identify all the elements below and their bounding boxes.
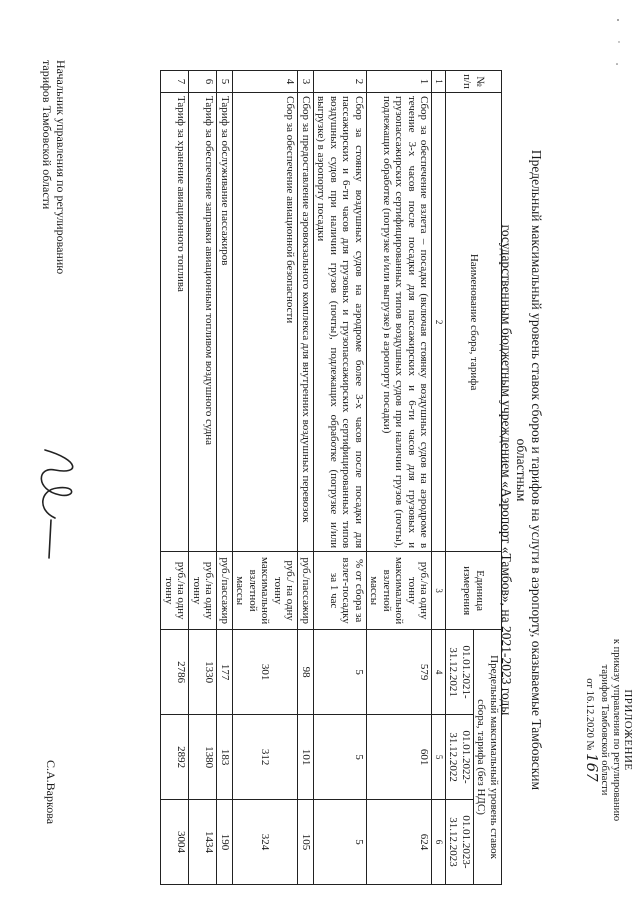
row-value-2023: 3004: [161, 800, 189, 885]
header-period-2021: 01.01.2021- 31.12.2021: [446, 630, 474, 715]
scan-marks: [614, 12, 622, 82]
row-value-2022: 5: [314, 715, 367, 800]
row-name: Тариф за обслуживание пассажиров: [217, 92, 233, 551]
row-value-2021: 579: [367, 630, 433, 715]
row-value-2021: 98: [298, 630, 314, 715]
index-row-5: 5: [432, 715, 446, 800]
row-value-2022: 601: [367, 715, 433, 800]
index-row-1: 1: [432, 71, 446, 93]
heading-line-2: государственным бюджетным учреждением «Аэропорт «Тамбов», на 2021-2023 годы: [499, 224, 514, 716]
row-value-2023: 1434: [189, 800, 217, 885]
row-value-2023: 105: [298, 800, 314, 885]
position-line-2: тарифов Тамбовской области: [40, 60, 54, 210]
row-unit: руб./пассажир: [217, 552, 233, 630]
row-number: 1: [367, 71, 433, 93]
position-line-1: Начальник управления по регулированию: [54, 60, 68, 275]
table-row: [161, 71, 189, 885]
row-value-2021: 1330: [189, 630, 217, 715]
row-value-2021: 5: [314, 630, 367, 715]
appendix-line-2: тарифов Тамбовской области: [599, 664, 610, 796]
signer-name: С.А.Варкова: [44, 760, 58, 825]
table-row: [189, 71, 217, 885]
row-unit: % от сбора за взлет-посадку за 1 час: [314, 552, 367, 630]
row-unit: руб./ на одну тонну максимальной взлетной массы: [233, 552, 299, 630]
header-period-2023: 01.01.2023- 31.12.2023: [446, 800, 474, 885]
row-value-2023: 624: [367, 800, 433, 885]
row-value-2022: 1380: [189, 715, 217, 800]
index-row-2: 2: [432, 92, 446, 551]
header-unit: Единица измерения: [446, 552, 502, 630]
appendix-date-line: [583, 600, 601, 860]
header-level: Предельный максимальный уровень ставок сбора, тарифа (без НДС): [474, 630, 502, 885]
row-name: Сбор за обеспечение авиационной безопасности: [233, 92, 299, 551]
row-value-2021: 301: [233, 630, 299, 715]
document-heading: [499, 120, 544, 820]
table-row: [233, 71, 299, 885]
row-unit: руб./пассажир: [298, 552, 314, 630]
index-row-6: 6: [432, 800, 446, 885]
header-name: Наименование сбора, тарифа: [446, 92, 502, 551]
header-number: № п/п: [446, 71, 502, 93]
row-value-2023: 324: [233, 800, 299, 885]
row-number: 3: [298, 71, 314, 93]
table-row: [298, 71, 314, 885]
row-number: 4: [233, 71, 299, 93]
row-value-2022: 101: [298, 715, 314, 800]
row-unit: руб./на одну тонну максимальной взлетной массы: [367, 552, 433, 630]
header-period-2022: 01.01.2022- 31.12.2022: [446, 715, 474, 800]
row-value-2022: 183: [217, 715, 233, 800]
row-name: Тариф за обеспечение заправки авиационным топливом воздушного судна: [189, 92, 217, 551]
signatory-position: [40, 60, 68, 274]
row-value-2021: 177: [217, 630, 233, 715]
row-name: Тариф за хранение авиационного топлива: [161, 92, 189, 551]
table-row: [217, 71, 233, 885]
row-value-2023: 190: [217, 800, 233, 885]
row-unit: руб./на одну тонну: [189, 552, 217, 630]
handwritten-signature: [25, 440, 85, 570]
row-number: 2: [314, 71, 367, 93]
row-name: Сбор за обеспечение взлета – посадки (включая стоянку воздушных судов на аэродроме в течение 3-х часов после посадки для пассажирских и 6-ти часов для грузовых и грузопассажирских сертифицированных типов воздушных судов при наличии грузов (почты), подлежащих обработке (погрузке и/или выгрузке) в аэропорту посадки): [367, 92, 433, 551]
row-number: 7: [161, 71, 189, 93]
appendix-date: от 16.12.2020 №: [584, 678, 595, 751]
row-value-2021: 2786: [161, 630, 189, 715]
table-row: [367, 71, 433, 885]
appendix-line-1: к приказу управления по регулированию: [611, 638, 622, 822]
heading-line-1: Предельный максимальный уровень ставок сборов и тарифов на услуги в аэропорту, оказываемые Тамбовским областным: [514, 149, 544, 791]
tariff-table: [161, 70, 503, 885]
row-name: Сбор за стоянку воздушных судов на аэродроме более 3-х часов после посадки для пассажирских и 6-ти часов для грузовых и грузопассажирских сертифицированных типов воздушных судов при наличии грузов (почты), подлежащих обработке (погрузке и/или выгрузке) в аэропорту посадки: [314, 92, 367, 551]
appendix-number: 167: [583, 753, 601, 782]
row-unit: руб./на одну тонну: [161, 552, 189, 630]
row-value-2023: 5: [314, 800, 367, 885]
index-row-4: 4: [432, 630, 446, 715]
row-value-2022: 2892: [161, 715, 189, 800]
table-row: [314, 71, 367, 885]
index-row-3: 3: [432, 552, 446, 630]
appendix-title: ПРИЛОЖЕНИЕ: [622, 689, 634, 771]
appendix-block: [583, 600, 634, 860]
row-number: 6: [189, 71, 217, 93]
row-number: 5: [217, 71, 233, 93]
row-value-2022: 312: [233, 715, 299, 800]
row-name: Сбор за предоставление аэровокзального комплекса для внутренних воздушных перевозок: [298, 92, 314, 551]
